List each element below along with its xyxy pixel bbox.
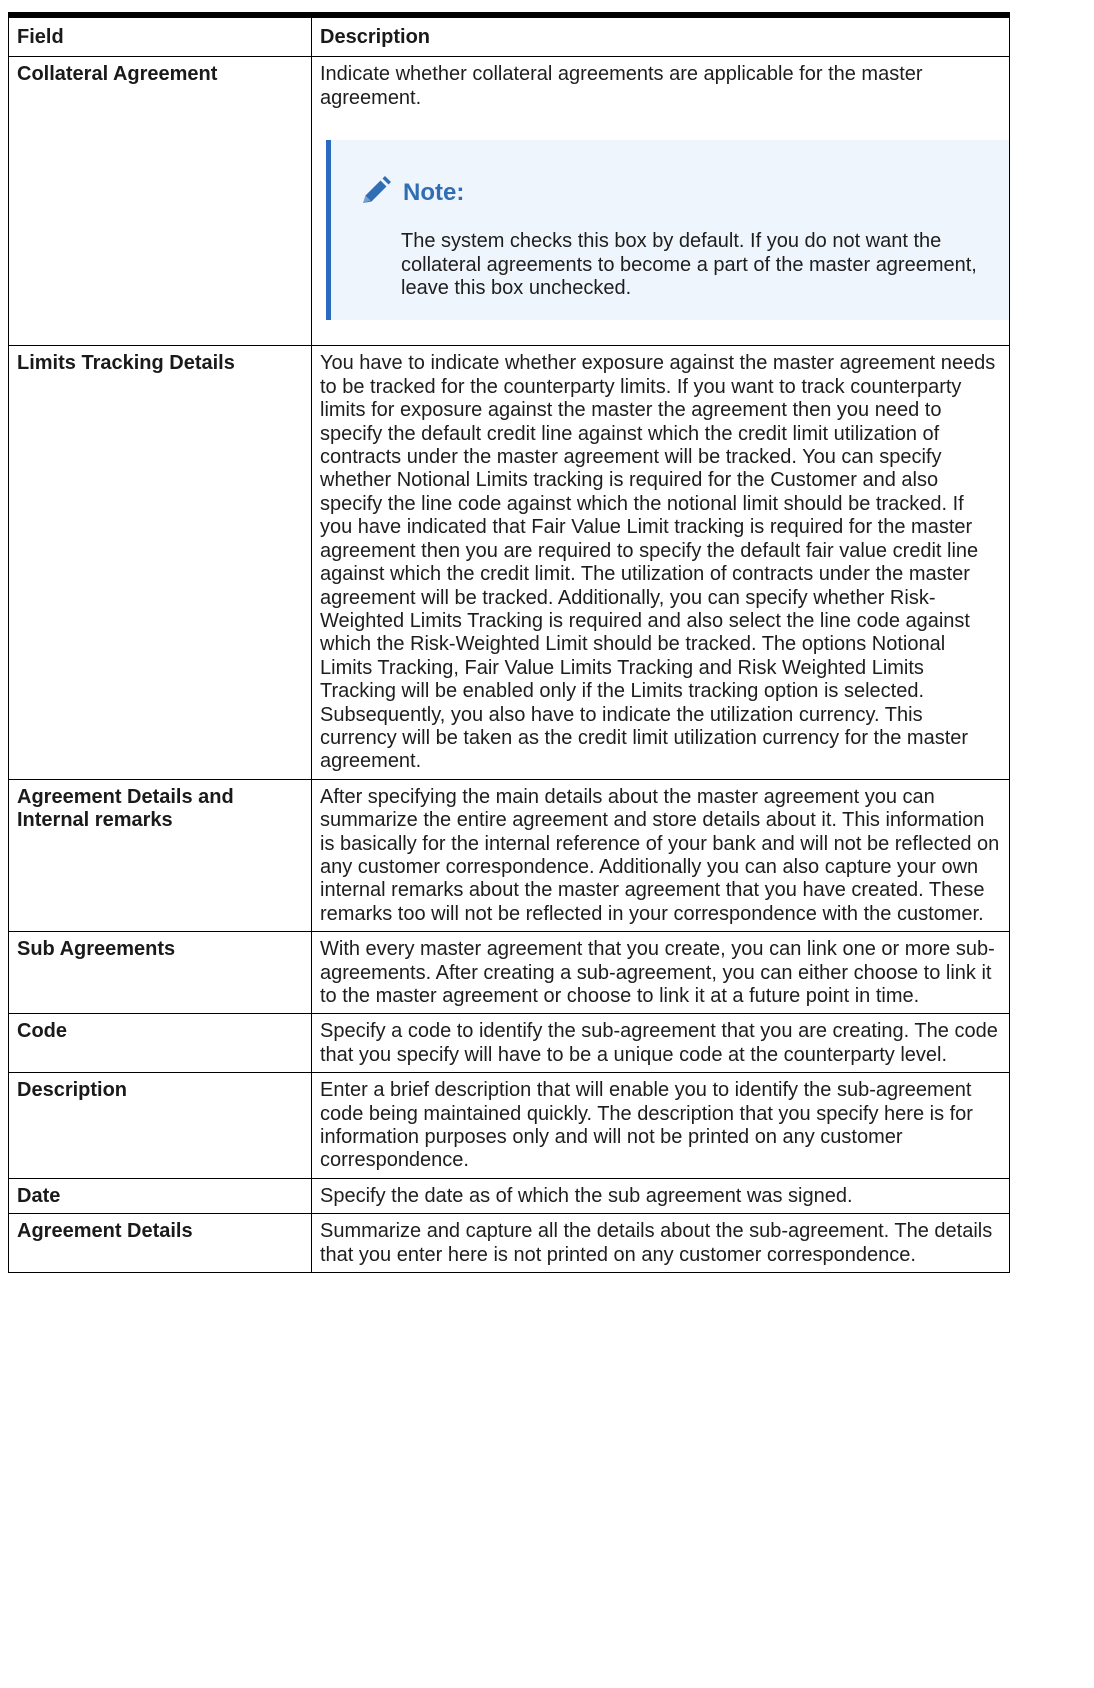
description-cell: Summarize and capture all the details about the sub-agreement. The details that you enter here is not printed on any customer correspondence. [312, 1214, 1010, 1273]
description-cell: After specifying the main details about the master agreement you can summarize the entire agreement and store details about it. This information is basically for the internal reference of your bank and will not be reflected on any customer correspondence. Additionally you can also capture your own internal remarks about the master agreement that you have created. These remarks too will not be reflected in your correspondence with the customer. [312, 779, 1010, 931]
field-cell: Collateral Agreement [9, 57, 312, 346]
table-row [9, 346, 1010, 779]
field-description-table [8, 12, 1010, 1273]
header-field: Field [9, 15, 312, 57]
field-cell: Date [9, 1178, 312, 1213]
table-header-row [9, 15, 1010, 57]
note-box [326, 140, 1009, 320]
description-cell: With every master agreement that you create, you can link one or more sub-agreements. After creating a sub-agreement, you can either choose to link it to the master agreement or choose to link it at a future point in time. [312, 932, 1010, 1014]
table-row [9, 932, 1010, 1014]
note-text: The system checks this box by default. If you do not want the collateral agreements to become a part of the master agreement, leave this box unchecked. [401, 230, 977, 300]
description-text: Indicate whether collateral agreements are applicable for the master agreement. [320, 63, 923, 109]
field-cell: Limits Tracking Details [9, 346, 312, 779]
pencil-icon [358, 176, 394, 208]
table-row [9, 1073, 1010, 1179]
document-page [8, 12, 1009, 1273]
field-cell: Description [9, 1073, 312, 1179]
header-description: Description [312, 15, 1010, 57]
description-cell: Specify the date as of which the sub agreement was signed. [312, 1178, 1010, 1213]
table-row [9, 1214, 1010, 1273]
field-cell: Sub Agreements [9, 932, 312, 1014]
note-header [358, 176, 985, 208]
description-cell: You have to indicate whether exposure against the master agreement needs to be tracked for the counterparty limits. If you want to track counterparty limits for exposure against the master the agreement then you need to specify the default credit line against which the credit limit utilization of contracts under the master agreement will be tracked. You can specify whether Notional Limits tracking is required for the Customer and also specify the line code against which the notional limit should be tracked. If you have indicated that Fair Value Limit tracking is required for the master agreement then you are required to specify the default fair value credit line against which the credit limit. The utilization of contracts under the master agreement will be tracked. Additionally, you can specify whether Risk-Weighted Limits Tracking is required and also select the line code against which the Risk-Weighted Limit should be tracked. The options Notional Limits Tracking, Fair Value Limits Tracking and Risk Weighted Limits Tracking will be enabled only if the Limits tracking option is selected. Subsequently, you also have to indicate the utilization currency. This currency will be taken as the credit limit utilization currency for the master agreement. [312, 346, 1010, 779]
description-cell: Enter a brief description that will enable you to identify the sub-agreement code being maintained quickly. The description that you specify here is for information purposes only and will not be printed on any customer correspondence. [312, 1073, 1010, 1179]
field-cell: Agreement Details [9, 1214, 312, 1273]
field-cell: Agreement Details and Internal remarks [9, 779, 312, 931]
table-row [9, 779, 1010, 931]
description-cell [312, 57, 1010, 346]
field-cell: Code [9, 1014, 312, 1073]
table-row [9, 1014, 1010, 1073]
table-row [9, 1178, 1010, 1213]
note-title: Note: [403, 178, 465, 206]
description-cell: Specify a code to identify the sub-agreement that you are creating. The code that you specify will have to be a unique code at the counterparty level. [312, 1014, 1010, 1073]
table-row [9, 57, 1010, 346]
